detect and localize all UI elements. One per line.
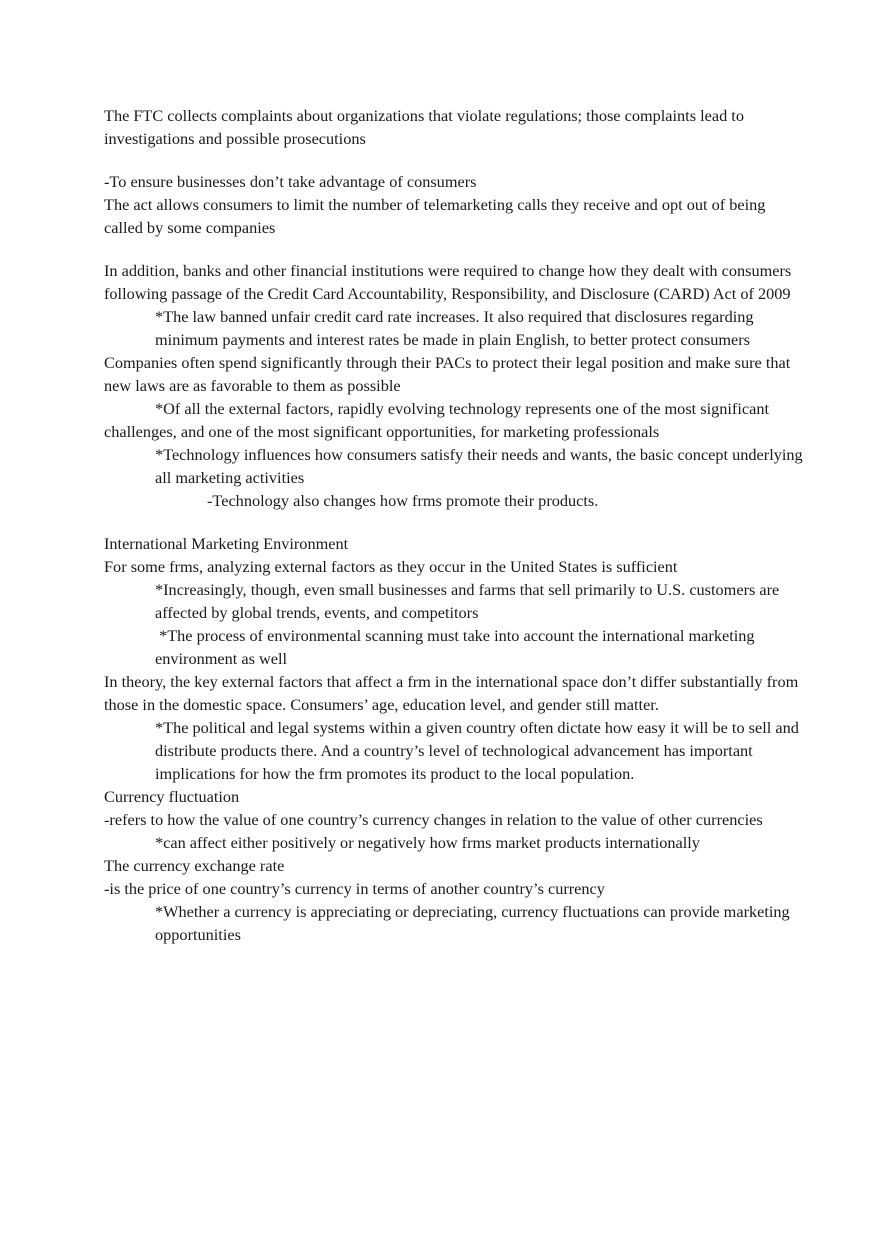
heading-international-marketing: International Marketing Environment — [104, 534, 349, 553]
paragraph-environmental-scanning: *The process of environmental scanning must take into account the international marketing environment as well — [155, 626, 759, 668]
paragraph-gap — [104, 150, 804, 170]
paragraph-technology-challenges — [104, 397, 804, 443]
paragraph-card-act: In addition, banks and other financial institutions were required to change how they dealt with consumers following passage of the Credit Card Accountability, Responsibility, and Disclosure (CARD) Act of 2009 — [104, 261, 792, 303]
paragraph-pacs: Companies often spend significantly through their PACs to protect their legal position and make sure that new laws are as favorable to them as possible — [104, 353, 791, 395]
document-body — [104, 104, 804, 946]
paragraph-gap — [104, 512, 804, 532]
paragraph-some-frms: For some frms, analyzing external factors as they occur in the United States is sufficient — [104, 557, 678, 576]
paragraph-telemarketing-act: The act allows consumers to limit the number of telemarketing calls they receive and opt out of being called by some companies — [104, 195, 766, 237]
paragraph-card-act-detail: *The law banned unfair credit card rate increases. It also required that disclosures regarding minimum payments and interest rates be made in plain English, to better protect consumers — [155, 307, 754, 349]
paragraph-exchange-rate-definition: -is the price of one country’s currency in terms of another country’s currency — [104, 879, 605, 898]
paragraph-currency-effect: *can affect either positively or negatively how frms market products internationally — [155, 833, 700, 852]
heading-currency-exchange-rate: The currency exchange rate — [104, 856, 285, 875]
paragraph-increasingly: *Increasingly, though, even small businesses and farms that sell primarily to U.S. customers are affected by global trends, events, and competitors — [155, 580, 780, 622]
paragraph-in-theory: In theory, the key external factors that affect a frm in the international space don’t differ substantially from those in the domestic space. Consumers’ age, education level, and gender still matter. — [104, 672, 799, 714]
paragraph-gap — [104, 239, 804, 259]
paragraph-technology-challenges-text: *Of all the external factors, rapidly evolving technology represents one of the most significant challenges, and one of the most significant opportunities, for marketing professionals — [104, 399, 769, 441]
paragraph-technology-influences: *Technology influences how consumers satisfy their needs and wants, the basic concept underlying all marketing activities — [155, 445, 803, 487]
paragraph-currency-opportunities: *Whether a currency is appreciating or depreciating, currency fluctuations can provide marketing opportunities — [155, 902, 790, 944]
paragraph-ensure-businesses: -To ensure businesses don’t take advantage of consumers — [104, 172, 477, 191]
heading-currency-fluctuation: Currency fluctuation — [104, 787, 240, 806]
paragraph-currency-definition: -refers to how the value of one country’s currency changes in relation to the value of other currencies — [104, 810, 763, 829]
paragraph-political-legal: *The political and legal systems within a given country often dictate how easy it will be to sell and distribute products there. And a country’s level of technological advancement has important implications for how the frm promotes its product to the local population. — [155, 718, 799, 783]
paragraph-ftc-complaints: The FTC collects complaints about organizations that violate regulations; those complaints lead to investigations and possible prosecutions — [104, 106, 744, 148]
paragraph-technology-promote: -Technology also changes how frms promote their products. — [207, 491, 599, 510]
